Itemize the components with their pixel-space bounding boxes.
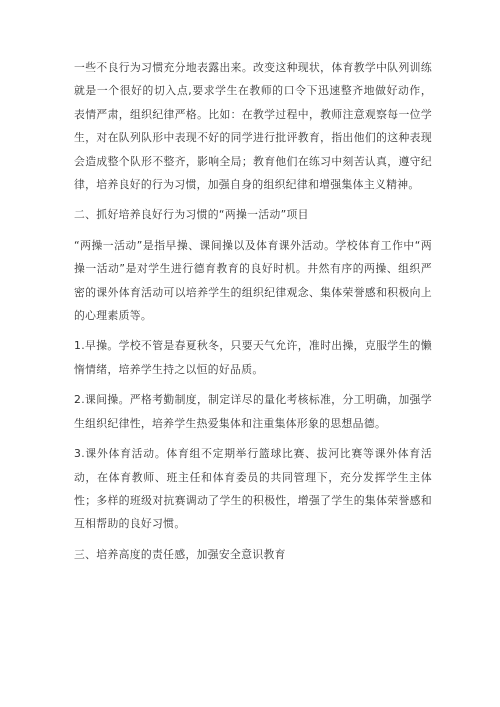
section-heading-two: 二、抓好培养良好行为习惯的“两操一活动”项目 [74, 208, 309, 222]
paragraph-break-exercise: 2.课间操。严格考勤制度，制定详尽的量化考核标准，分工明确，加强学生组织纪律性，培养学生热爱集体和注重集体形象的思想品德。 [74, 393, 432, 430]
document-page [74, 56, 432, 573]
paragraph-behavior-habits: 一些不良行为习惯充分地表露出来。改变这种现状，体育教学中队列训练就是一个很好的切入点,要求学生在教师的口令下迅速整齐地做好动作，表情严肃，组织纪律严格。比如：在教学过程中，教师注意观察每一位学生，对在队列队形中表现不好的同学进行批评教育，指出他们的这种表现会造成整个队形不整齐，影响全局；教育他们在练习中刻苦认真，遵守纪律，培养良好的行为习惯，加强自身的组织纪律和增强集体主义精神。 [74, 61, 432, 192]
section-heading-three: 三、培养高度的责任感，加强安全意识教育 [74, 547, 286, 561]
paragraph-extracurricular-activity: 3.课外体育活动。体育组不定期举行篮球比赛、拔河比赛等课外体育活动，在体育教师、班主任和体育委员的共同管理下，充分发挥学生主体性；多样的班级对抗赛调动了学生的积极性，增强了学生的集体荣誉感和互相帮助的良好习惯。 [74, 447, 432, 531]
paragraph-two-exercises-one-activity: “两操一活动”是指早操、课间操以及体育课外活动。学校体育工作中“两操一活动”是对学生进行德育教育的良好时机。井然有序的两操、组织严密的课外体育活动可以培养学生的组织纪律观念、集体荣誉感和积极向上的心理素质等。 [74, 238, 432, 323]
paragraph-morning-exercise: 1.早操。学校不管是春夏秋冬，只要天气允许，准时出操，克服学生的懒惰情绪，培养学生持之以恒的好品质。 [74, 339, 432, 376]
